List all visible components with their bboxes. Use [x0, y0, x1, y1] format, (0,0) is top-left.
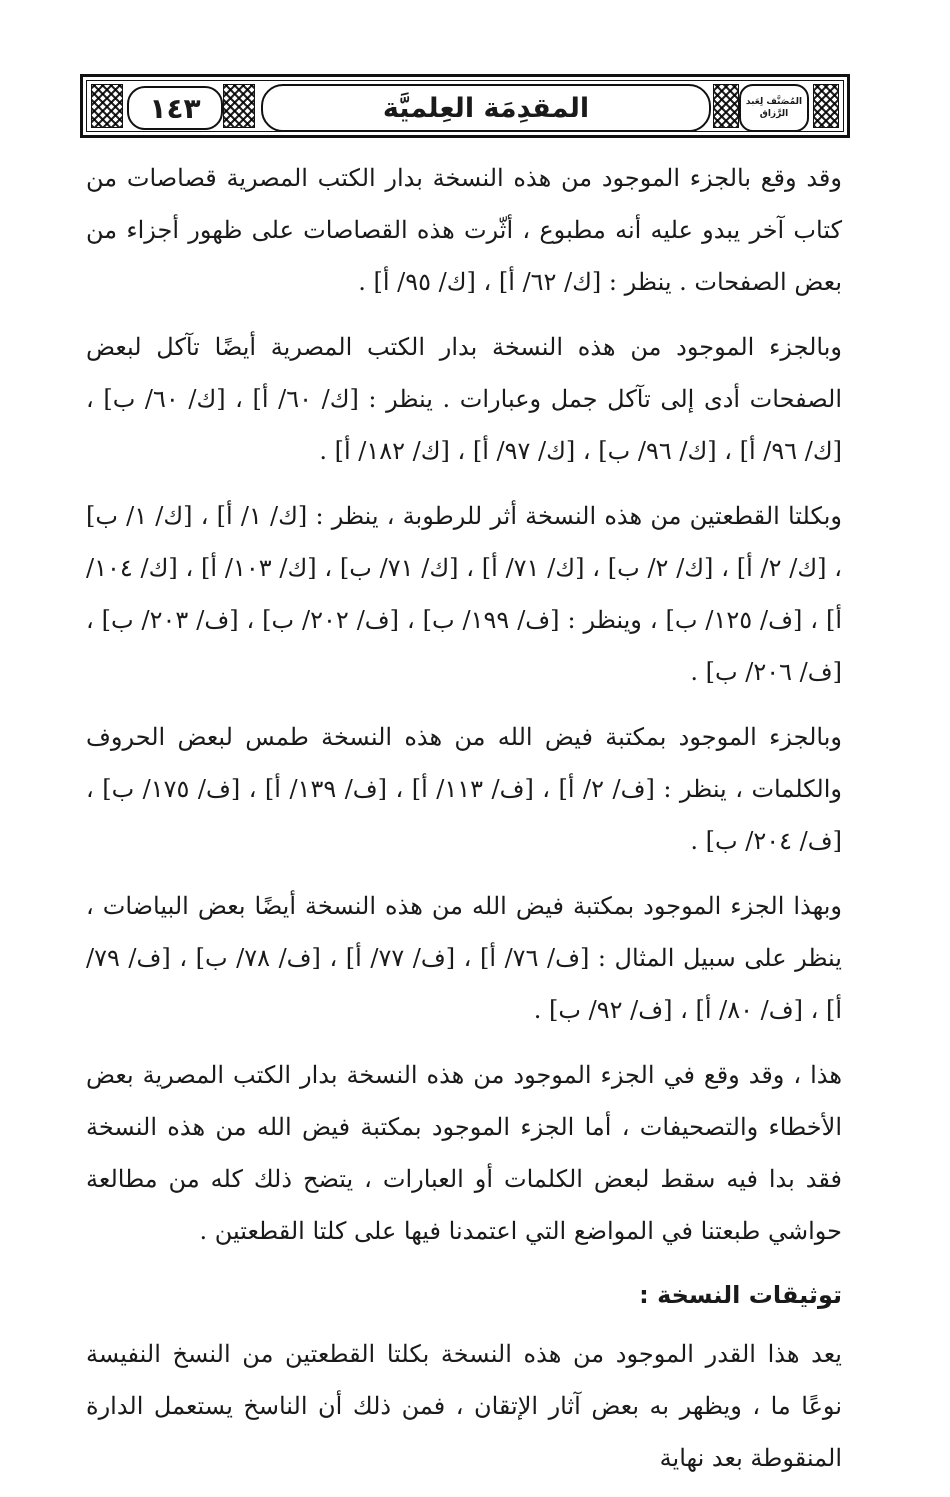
- book-logo: [739, 84, 809, 132]
- paragraph-blanks: وبهذا الجزء الموجود بمكتبة فيض الله من هذه النسخة أيضًا بعض البياضات ، ينظر على سبيل المثال : [ف/ ٧٦/ أ] ، [ف/ ٧٧/ أ] ، [ف/ ٧٨/ ب] ، [ف/ ٧٩/ أ] ، [ف/ ٨٠/ أ] ، [ف/ ٩٢/ ب] .: [86, 892, 842, 1024]
- page-number: ١٤٣: [149, 91, 201, 125]
- section-heading: توثيقات النسخة :: [639, 1281, 842, 1309]
- ornament-right-inner: [713, 84, 739, 128]
- paragraph-effacement: وبالجزء الموجود بمكتبة فيض الله من هذه النسخة طمس لبعض الحروف والكلمات ، ينظر : [ف/ ٢/ أ] ، [ف/ ١١٣/ أ] ، [ف/ ١٣٩/ أ] ، [ف/ ١٧٥/ ب] ، [ف/ ٢٠٤/ ب] .: [86, 723, 842, 855]
- paragraph-humidity: وبكلتا القطعتين من هذه النسخة أثر للرطوبة ، ينظر : [ك/ ١/ أ] ، [ك/ ١/ ب] ، [ك/ ٢/ أ] ، [ك/ ٢/ ب] ، [ك/ ٧١/ أ] ، [ك/ ٧١/ ب] ، [ك/ ١٠٣/ أ] ، [ك/ ١٠٤/ أ] ، [ف/ ١٢٥/ ب] ، وينظر : [ف/ ١٩٩/ ب] ، [ف/ ٢٠٢/ ب] ، [ف/ ٢٠٣/ ب] ، [ف/ ٢٠٦/ ب] .: [86, 502, 843, 686]
- page-body: [86, 152, 842, 1497]
- page-header: [80, 74, 850, 138]
- book-logo-text: المُصَنَّف لِعَبد الرَّزاق: [745, 97, 803, 119]
- paragraph-clippings: وقد وقع بالجزء الموجود من هذه النسخة بدار الكتب المصرية قصاصات من كتاب آخر يبدو عليه أنه مطبوع ، أثّرت هذه القصاصات على ظهور أجزاء من بعض الصفحات . ينظر : [ك/ ٦٢/ أ] ، [ك/ ٩٥/ أ] .: [86, 164, 842, 296]
- ornament-left-outer: [91, 84, 123, 128]
- paragraph-erosion: وبالجزء الموجود من هذه النسخة بدار الكتب المصرية أيضًا تآكل لبعض الصفحات أدى إلى تآكل جمل وعبارات . ينظر : [ك/ ٦٠/ أ] ، [ك/ ٦٠/ ب] ، [ك/ ٩٦/ أ] ، [ك/ ٩٦/ ب] ، [ك/ ٩٧/ أ] ، [ك/ ١٨٢/ أ] .: [86, 333, 843, 465]
- ornament-left-inner: [223, 84, 255, 128]
- title-frame: [261, 84, 711, 132]
- running-title: المقدِمَة العِلميَّة: [382, 92, 590, 124]
- paragraph-documentation: يعد هذا القدر الموجود من هذه النسخة بكلتا القطعتين من النسخ النفيسة نوعًا ما ، ويظهر به بعض آثار الإتقان ، فمن ذلك أن الناسخ يستعمل الدارة المنقوطة بعد نهاية: [86, 1340, 842, 1472]
- page-number-frame: [127, 86, 223, 130]
- ornament-right-outer: [813, 84, 839, 128]
- paragraph-errors: هذا ، وقد وقع في الجزء الموجود من هذه النسخة بدار الكتب المصرية بعض الأخطاء والتصحيفات ، أما الجزء الموجود بمكتبة فيض الله من هذه النسخة فقد بدا فيه سقط لبعض الكلمات أو العبارات ، يتضح ذلك كله من مطالعة حواشي طبعتنا في المواضع التي اعتمدنا فيها على كلتا القطعتين .: [86, 1061, 842, 1245]
